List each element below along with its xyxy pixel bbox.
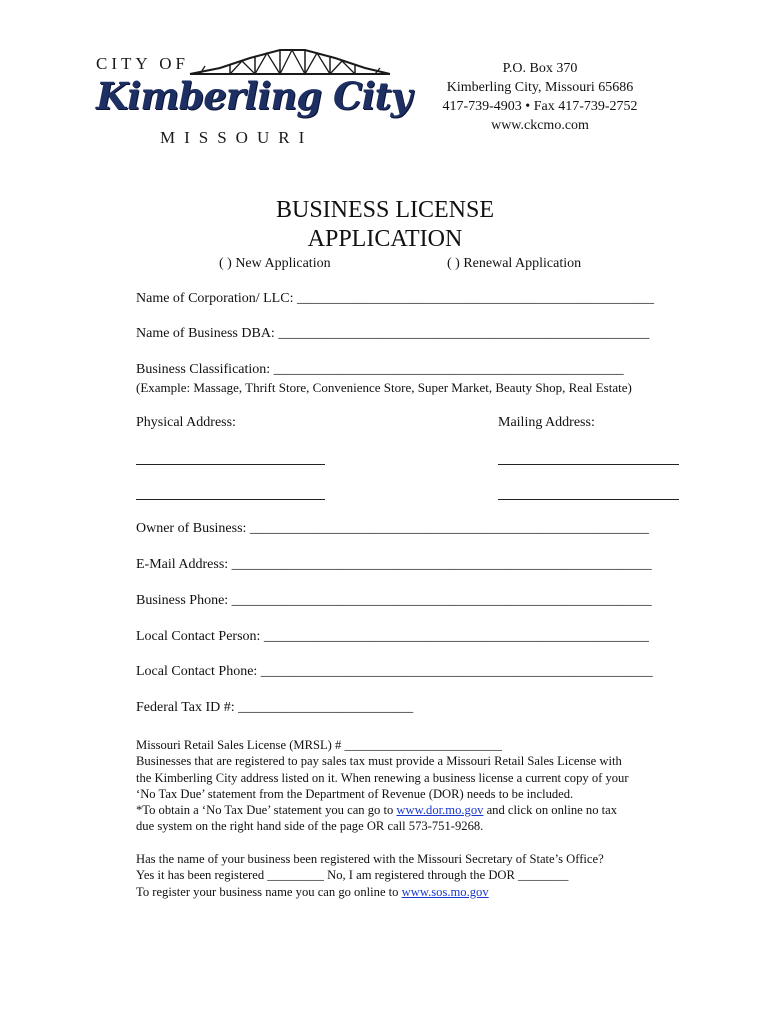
website: www.ckcmo.com [491, 118, 589, 133]
phone-fax: 417-739-4903 • Fax 417-739-2752 [442, 99, 638, 114]
no-tax-suffix: and click on online no tax [483, 803, 618, 818]
no-tax-line-2: due system on the right hand side of the page OR call 573-751-9268. [136, 819, 484, 834]
mailing-address-line-2[interactable] [498, 499, 679, 500]
local-contact-person-field[interactable]: Local Contact Person: _______________________________________________________ [136, 629, 649, 644]
city-logo [90, 44, 412, 150]
sos-answers[interactable]: Yes it has been registered _________ No, I am registered through the DOR ________ [136, 868, 569, 883]
local-contact-phone-field[interactable]: Local Contact Phone: ________________________________________________________ [136, 664, 653, 679]
no-tax-prefix: *To obtain a ‘No Tax Due’ statement you can go to [136, 803, 397, 818]
sos-link[interactable]: www.sos.mo.gov [401, 884, 489, 899]
sos-register-prefix: To register your business name you can go online to [136, 884, 402, 899]
owner-field[interactable]: Owner of Business: _________________________________________________________ [136, 521, 649, 536]
classification-example: (Example: Massage, Thrift Store, Convenience Store, Super Market, Beauty Shop, Real Estate) [136, 380, 632, 395]
mrsl-line: the Kimberling City address listed on it. When renewing a business license a current copy of your [136, 770, 629, 785]
sos-section [136, 851, 696, 900]
mailing-address-label: Mailing Address: [498, 415, 595, 430]
new-application-option[interactable]: ( ) New Application [219, 256, 331, 271]
sos-register-line [136, 884, 696, 900]
business-phone-field[interactable]: Business Phone: ____________________________________________________________ [136, 593, 652, 608]
business-dba-field[interactable]: Name of Business DBA: _____________________________________________________ [136, 326, 650, 341]
mrsl-section [136, 737, 696, 835]
mrsl-line[interactable]: Missouri Retail Sales License (MRSL) # _________________________ [136, 738, 502, 752]
logo-city-of-text: CITY OF [96, 54, 190, 73]
business-classification-field[interactable]: Business Classification: __________________________________________________ [136, 362, 624, 377]
physical-address-label: Physical Address: [136, 415, 236, 430]
title-line-1: BUSINESS LICENSE [275, 197, 495, 223]
renewal-application-option[interactable]: ( ) Renewal Application [447, 256, 582, 271]
physical-address-line-2[interactable] [136, 499, 325, 500]
mailing-address-line-1[interactable] [498, 464, 679, 465]
no-tax-due-line [136, 802, 696, 818]
city-state-zip: Kimberling City, Missouri 65686 [446, 80, 634, 95]
logo-city-name: Kimberling City [96, 74, 412, 118]
federal-tax-id-field[interactable]: Federal Tax ID #: _________________________ [136, 700, 414, 715]
title-line-2: APPLICATION [307, 226, 463, 252]
dor-link[interactable]: www.dor.mo.gov [396, 803, 484, 818]
po-box: P.O. Box 370 [502, 61, 578, 76]
email-field[interactable]: E-Mail Address: ____________________________________________________________ [136, 557, 652, 572]
sos-question: Has the name of your business been registered with the Missouri Secretary of State’s Office? [136, 852, 604, 866]
mrsl-line: Businesses that are registered to pay sales tax must provide a Missouri Retail Sales License with [136, 754, 622, 769]
logo-state-text: MISSOURI [160, 128, 314, 147]
physical-address-line-1[interactable] [136, 464, 325, 465]
city-address-block [415, 59, 665, 135]
corporation-llc-field[interactable]: Name of Corporation/ LLC: ___________________________________________________ [136, 291, 654, 306]
mrsl-line: ‘No Tax Due’ statement from the Department of Revenue (DOR) needs to be included. [136, 786, 574, 801]
form-title [0, 196, 770, 254]
